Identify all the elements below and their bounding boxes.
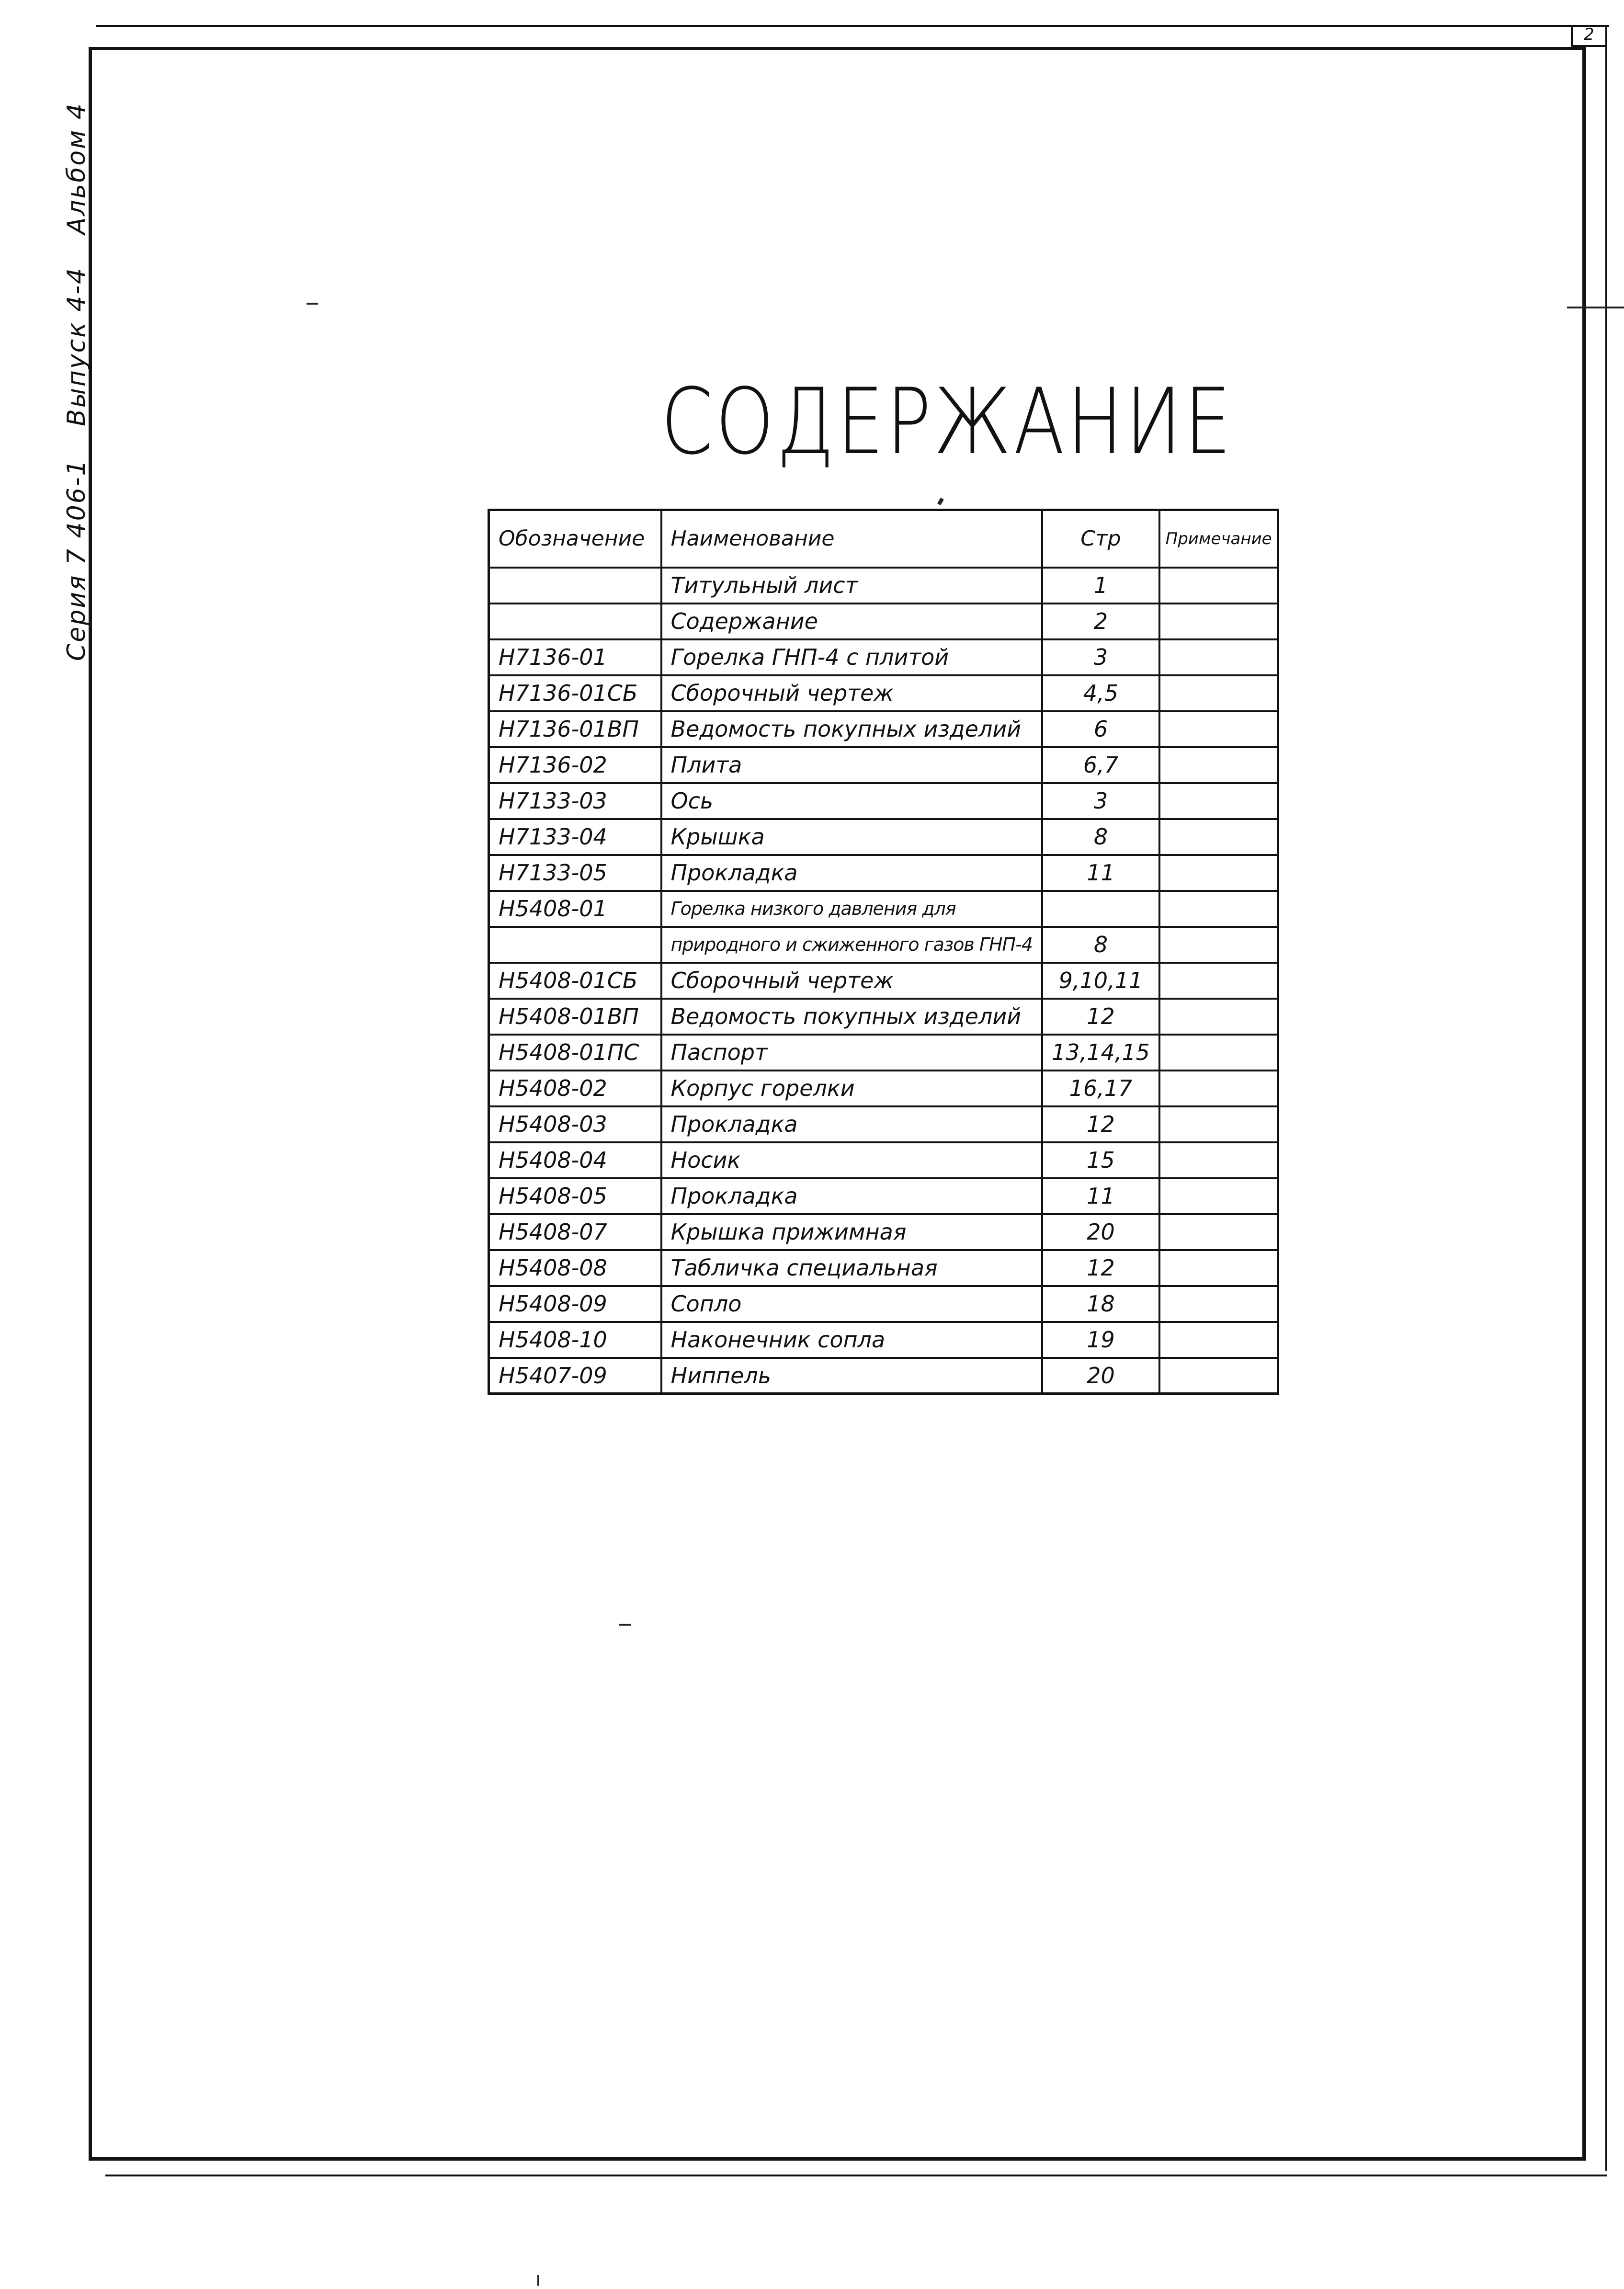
row-note bbox=[1159, 568, 1278, 604]
series-side-label bbox=[62, 79, 91, 661]
row-name: Носик bbox=[661, 1142, 1043, 1178]
table-row bbox=[489, 783, 1278, 819]
row-code: Н7136-01ВП bbox=[489, 711, 661, 747]
table-row bbox=[489, 568, 1278, 604]
row-name: Ось bbox=[661, 783, 1043, 819]
row-note bbox=[1159, 1358, 1278, 1394]
row-page: 16,17 bbox=[1042, 1070, 1159, 1106]
table-row bbox=[489, 963, 1278, 999]
row-page: 12 bbox=[1042, 1106, 1159, 1142]
row-page: 3 bbox=[1042, 639, 1159, 675]
row-page: 4,5 bbox=[1042, 675, 1159, 711]
row-page: 6,7 bbox=[1042, 747, 1159, 783]
row-code: Н5408-01ПС bbox=[489, 1035, 661, 1070]
row-note bbox=[1159, 1178, 1278, 1214]
table-row bbox=[489, 855, 1278, 891]
row-name: Содержание bbox=[661, 604, 1043, 639]
row-page: 15 bbox=[1042, 1142, 1159, 1178]
row-note bbox=[1159, 783, 1278, 819]
row-note bbox=[1159, 891, 1278, 927]
row-page: 9,10,11 bbox=[1042, 963, 1159, 999]
row-page: 3 bbox=[1042, 783, 1159, 819]
table-row bbox=[489, 1142, 1278, 1178]
row-code bbox=[489, 568, 661, 604]
table-row bbox=[489, 891, 1278, 927]
table-row bbox=[489, 675, 1278, 711]
row-code: Н5408-03 bbox=[489, 1106, 661, 1142]
row-page: 6 bbox=[1042, 711, 1159, 747]
row-name: Крышка прижимная bbox=[661, 1214, 1043, 1250]
row-page: 20 bbox=[1042, 1214, 1159, 1250]
row-name: Горелка ГНП-4 с плитой bbox=[661, 639, 1043, 675]
row-name: Сборочный чертеж bbox=[661, 675, 1043, 711]
row-note bbox=[1159, 711, 1278, 747]
table-row bbox=[489, 1322, 1278, 1358]
outer-frame-right-line bbox=[1605, 25, 1607, 2171]
row-code: Н5407-09 bbox=[489, 1358, 661, 1394]
row-note bbox=[1159, 639, 1278, 675]
row-name: Горелка низкого давления для bbox=[661, 891, 1043, 927]
series-label: Серия 7 406-1 bbox=[62, 458, 91, 661]
table-header-row bbox=[489, 510, 1278, 568]
table-row bbox=[489, 1178, 1278, 1214]
table-row bbox=[489, 747, 1278, 783]
row-name: Крышка bbox=[661, 819, 1043, 855]
row-page: 8 bbox=[1042, 819, 1159, 855]
row-code: Н5408-01ВП bbox=[489, 999, 661, 1035]
table-row bbox=[489, 1286, 1278, 1322]
row-code: Н7136-02 bbox=[489, 747, 661, 783]
row-code: Н5408-02 bbox=[489, 1070, 661, 1106]
row-page: 11 bbox=[1042, 1178, 1159, 1214]
row-code: Н5408-09 bbox=[489, 1286, 661, 1322]
row-code: Н5408-05 bbox=[489, 1178, 661, 1214]
header-code: Обозначение bbox=[489, 510, 661, 568]
row-note bbox=[1159, 999, 1278, 1035]
row-code: Н5408-08 bbox=[489, 1250, 661, 1286]
album-label: Альбом 4 bbox=[62, 102, 91, 235]
row-name: Табличка специальная bbox=[661, 1250, 1043, 1286]
table-row bbox=[489, 1214, 1278, 1250]
table-row bbox=[489, 1358, 1278, 1394]
row-note bbox=[1159, 1035, 1278, 1070]
row-note bbox=[1159, 927, 1278, 963]
row-page: 19 bbox=[1042, 1322, 1159, 1358]
row-note bbox=[1159, 1142, 1278, 1178]
table-row bbox=[489, 711, 1278, 747]
row-code: Н7133-05 bbox=[489, 855, 661, 891]
issue-label: Выпуск 4-4 bbox=[62, 266, 91, 426]
row-code: Н7136-01СБ bbox=[489, 675, 661, 711]
row-note bbox=[1159, 1106, 1278, 1142]
row-note bbox=[1159, 855, 1278, 891]
row-note bbox=[1159, 1070, 1278, 1106]
outer-frame-top-line bbox=[96, 25, 1609, 27]
row-name: Ниппель bbox=[661, 1358, 1043, 1394]
row-note bbox=[1159, 675, 1278, 711]
table-row bbox=[489, 819, 1278, 855]
row-page: 2 bbox=[1042, 604, 1159, 639]
row-page: 8 bbox=[1042, 927, 1159, 963]
table-row bbox=[489, 1035, 1278, 1070]
row-code: Н7133-04 bbox=[489, 819, 661, 855]
row-name: Плита bbox=[661, 747, 1043, 783]
row-page: 13,14,15 bbox=[1042, 1035, 1159, 1070]
row-name: Паспорт bbox=[661, 1035, 1043, 1070]
scan-speck bbox=[537, 2275, 539, 2286]
row-page: 1 bbox=[1042, 568, 1159, 604]
row-page bbox=[1042, 891, 1159, 927]
row-note bbox=[1159, 819, 1278, 855]
row-note bbox=[1159, 1214, 1278, 1250]
row-page: 20 bbox=[1042, 1358, 1159, 1394]
row-name: Прокладка bbox=[661, 1106, 1043, 1142]
contents-table bbox=[488, 509, 1279, 1395]
table-row bbox=[489, 1070, 1278, 1106]
row-name: Сборочный чертеж bbox=[661, 963, 1043, 999]
row-code bbox=[489, 604, 661, 639]
row-name: Корпус горелки bbox=[661, 1070, 1043, 1106]
header-page: Стр bbox=[1042, 510, 1159, 568]
row-code: Н7136-01 bbox=[489, 639, 661, 675]
row-code: Н5408-10 bbox=[489, 1322, 661, 1358]
row-name: Ведомость покупных изделий bbox=[661, 999, 1043, 1035]
row-note bbox=[1159, 604, 1278, 639]
scan-speck bbox=[307, 303, 318, 305]
row-note bbox=[1159, 1286, 1278, 1322]
row-code bbox=[489, 927, 661, 963]
row-name: Прокладка bbox=[661, 1178, 1043, 1214]
sheet-number: 2 bbox=[1571, 25, 1605, 47]
row-note bbox=[1159, 963, 1278, 999]
contents-table-body bbox=[489, 568, 1278, 1394]
outer-frame-bottom-line bbox=[105, 2175, 1607, 2176]
table-row bbox=[489, 927, 1278, 963]
row-note bbox=[1159, 1322, 1278, 1358]
row-page: 12 bbox=[1042, 999, 1159, 1035]
row-name: Прокладка bbox=[661, 855, 1043, 891]
row-page: 11 bbox=[1042, 855, 1159, 891]
row-name: Сопло bbox=[661, 1286, 1043, 1322]
table-row bbox=[489, 604, 1278, 639]
header-note: Примечание bbox=[1159, 510, 1278, 568]
row-code: Н5408-04 bbox=[489, 1142, 661, 1178]
scan-speck bbox=[619, 1624, 631, 1626]
row-name: Наконечник сопла bbox=[661, 1322, 1043, 1358]
row-note bbox=[1159, 1250, 1278, 1286]
table-row bbox=[489, 639, 1278, 675]
table-row bbox=[489, 1250, 1278, 1286]
row-code: Н5408-01 bbox=[489, 891, 661, 927]
page-title: СОДЕРЖАНИЕ bbox=[661, 369, 1234, 475]
table-row bbox=[489, 999, 1278, 1035]
row-name: Ведомость покупных изделий bbox=[661, 711, 1043, 747]
row-page: 12 bbox=[1042, 1250, 1159, 1286]
row-code: Н7133-03 bbox=[489, 783, 661, 819]
row-name: природного и сжиженного газов ГНП-4 bbox=[661, 927, 1043, 963]
row-note bbox=[1159, 747, 1278, 783]
table-row bbox=[489, 1106, 1278, 1142]
row-page: 18 bbox=[1042, 1286, 1159, 1322]
scan-speck bbox=[1567, 307, 1624, 308]
header-name: Наименование bbox=[661, 510, 1043, 568]
row-code: Н5408-07 bbox=[489, 1214, 661, 1250]
row-name: Титульный лист bbox=[661, 568, 1043, 604]
row-code: Н5408-01СБ bbox=[489, 963, 661, 999]
